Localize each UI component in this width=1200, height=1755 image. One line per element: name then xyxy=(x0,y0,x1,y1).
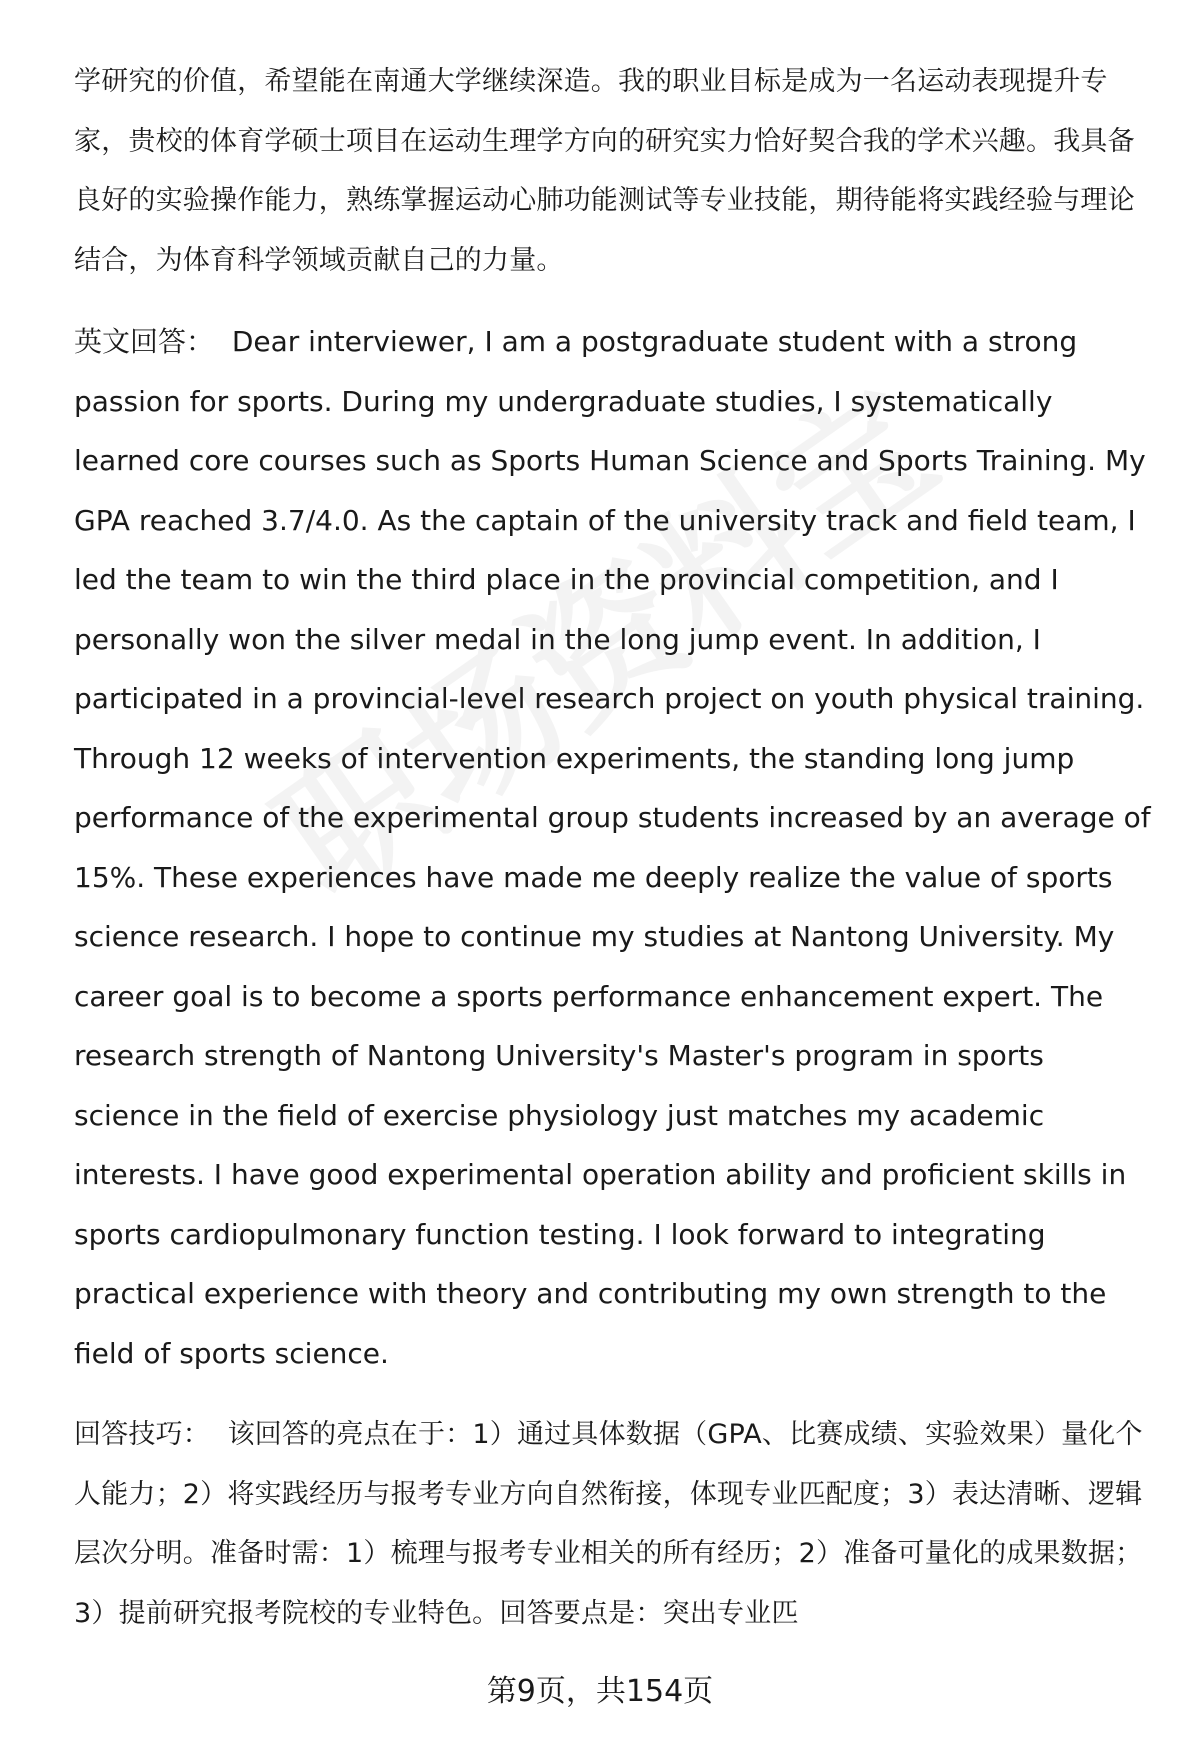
page-number-footer: 第9页，共154页 xyxy=(486,1674,714,1709)
paragraph-english-answer xyxy=(74,312,1154,1383)
answer-tips-label: 回答技巧： xyxy=(74,1419,210,1450)
document-body xyxy=(74,52,1154,1643)
english-answer-text: Dear interviewer, I am a postgraduate student with a strong passion for sports. During my undergraduate studies, I systematically learned core courses such as Sports Human Science and Sports Training. My GPA reached 3.7/4.0. As the captain of the university track and field team, I led the team to win the third place in the provincial competition, and I personally won the silver medal in the long jump event. In addition, I participated in a provincial-level research project on youth physical training. Through 12 weeks of intervention experiments, the standing long jump performance of the experimental group students increased by an average of 15%. These experiences have made me deeply realize the value of sports science research. I hope to continue my studies at Nantong University. My career goal is to become a sports performance enhancement expert. The research strength of Nantong University's Master's program in sports science in the field of exercise physiology just matches my academic interests. I have good experimental operation ability and proficient skills in sports cardiopulmonary function testing. I look forward to integrating practical experience with theory and contributing my own strength to the field of sports science. xyxy=(74,325,1151,1370)
paragraph-answer-tips xyxy=(74,1405,1154,1643)
paragraph-gap xyxy=(74,290,1154,312)
english-answer-label: 英文回答： xyxy=(74,325,215,358)
answer-tips-text: 该回答的亮点在于：1）通过具体数据（GPA、比赛成绩、实验效果）量化个人能力；2）将实践经历与报考专业方向自然衔接，体现专业匹配度；3）表达清晰、逻辑层次分明。准备时需：1）梳理与报考专业相关的所有经历；2）准备可量化的成果数据；3）提前研究报考院校的专业特色。回答要点是：突出专业匹 xyxy=(74,1419,1143,1629)
paragraph-chinese-answer-continued: 学研究的价值，希望能在南通大学继续深造。我的职业目标是成为一名运动表现提升专家，贵校的体育学硕士项目在运动生理学方向的研究实力恰好契合我的学术兴趣。我具备良好的实验操作能力，熟练掌握运动心肺功能测试等专业技能，期待能将实践经验与理论结合，为体育科学领域贡献自己的力量。 xyxy=(74,66,1135,276)
paragraph-gap xyxy=(74,1383,1154,1405)
